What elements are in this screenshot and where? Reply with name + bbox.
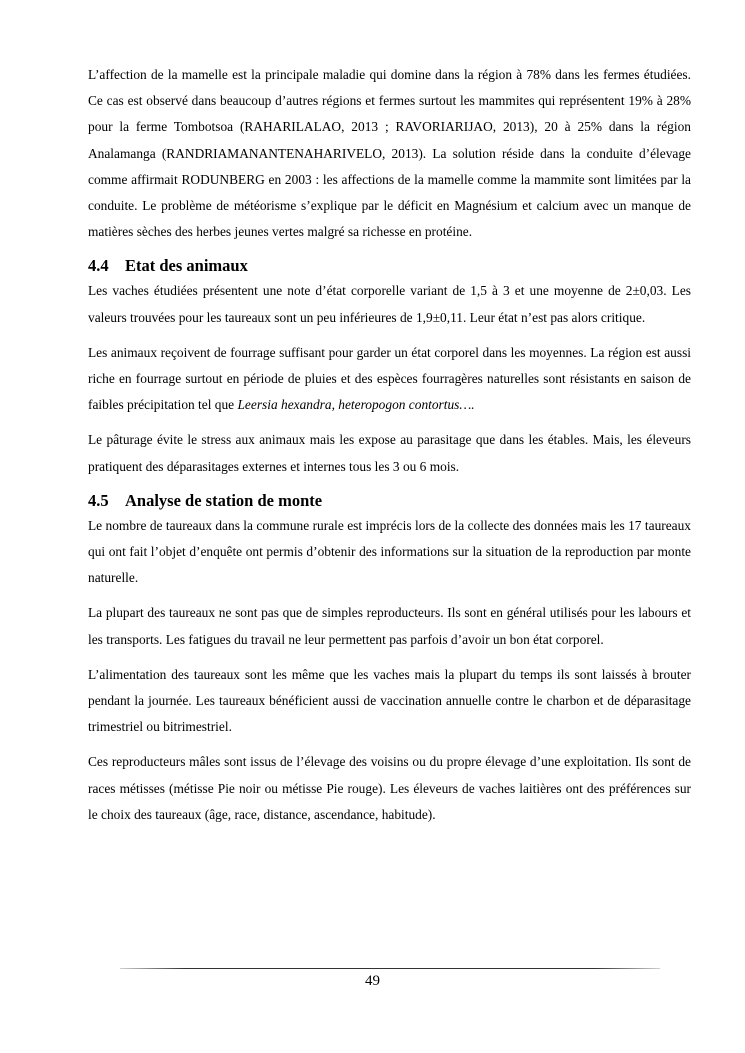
- section-number: 4.4: [88, 256, 109, 276]
- section-number: 4.5: [88, 490, 109, 510]
- page-number: 49: [365, 973, 380, 989]
- document-page: [88, 62, 691, 837]
- section-4-5-paragraph-1: Le nombre de taureaux dans la commune rurale est imprécis lors de la collecte des données mais les 17 taureaux qui ont fait l’objet d’enquête ont permis d’obtenir des informations sur la situation de la reproduction par monte naturelle.: [88, 517, 691, 586]
- section-4-4-paragraph-2: [88, 340, 691, 419]
- section-heading-4-4: [88, 254, 691, 278]
- intro-paragraph: L’affection de la mamelle est la principale maladie qui domine dans la région à 78% dans les fermes étudiées. Ce cas est observé dans beaucoup d’autres régions et fermes surtout les mammites qui représentent 19% à 28% pour la ferme Tombotsoa (RAHARILALAO, 2013 ; RAVORIARIJAO, 2013), 20 à 25% dans la région Analamanga (RANDRIAMANANTENAHARIVELO, 2013). La solution réside dans la conduite d’élevage comme affirmait RODUNBERG en 2003 : les affections de la mamelle comme la mammite sont limitées par la conduite. Le problème de météorisme s’explique par le déficit en Magnésium et calcium avec un manque de matières sèches des herbes jeunes vertes malgré sa richesse en protéine.: [88, 67, 691, 240]
- section-4-5-paragraph-4: Ces reproducteurs mâles sont issus de l’élevage des voisins ou du propre élevage d’une exploitation. Ils sont de races métisses (métisse Pie noir ou métisse Pie rouge). Les éleveurs de vaches laitières ont des préférences sur le choix des taureaux (âge, race, distance, ascendance, habitude).: [88, 754, 691, 822]
- section-4-4-paragraph-1: Les vaches étudiées présentent une note d’état corporelle variant de 1,5 à 3 et une moyenne de 2±0,03. Les valeurs trouvées pour les taureaux sont un peu inférieures de 1,9±0,11. Leur état n’est pas alors critique.: [88, 283, 691, 325]
- footer-divider: [120, 968, 660, 969]
- species-names: Leersia hexandra, heteropogon contortus….: [237, 397, 475, 413]
- section-title: Analyse de station de monte: [125, 490, 323, 510]
- section-4-4-paragraph-3: Le pâturage évite le stress aux animaux mais les expose au parasitage que dans les étables. Mais, les éleveurs pratiquent des déparasitages externes et internes tous les 3 ou 6 mois.: [88, 432, 691, 474]
- section-4-5-paragraph-2: La plupart des taureaux ne sont pas que de simples reproducteurs. Ils sont en général utilisés pour les labours et les transports. Les fatigues du travail ne leur permettent pas parfois d’avoir un bon état corporel.: [88, 605, 691, 647]
- section-heading-4-5: [88, 489, 691, 513]
- section-title: Etat des animaux: [125, 256, 248, 276]
- section-4-5-paragraph-3: L’alimentation des taureaux sont les même que les vaches mais la plupart du temps ils sont laissés à brouter pendant la journée. Les taureaux bénéficient aussi de vaccination annuelle contre le charbon et de déparasitage trimestriel ou bitrimestriel.: [88, 666, 691, 735]
- paragraph-text: Les animaux reçoivent de fourrage suffisant pour garder un état corporel dans les moyennes. La région est aussi riche en fourrage surtout en période de pluies et des espèces fourragères naturelles sont résistants en saison de faibles précipitation tel que: [88, 344, 691, 413]
